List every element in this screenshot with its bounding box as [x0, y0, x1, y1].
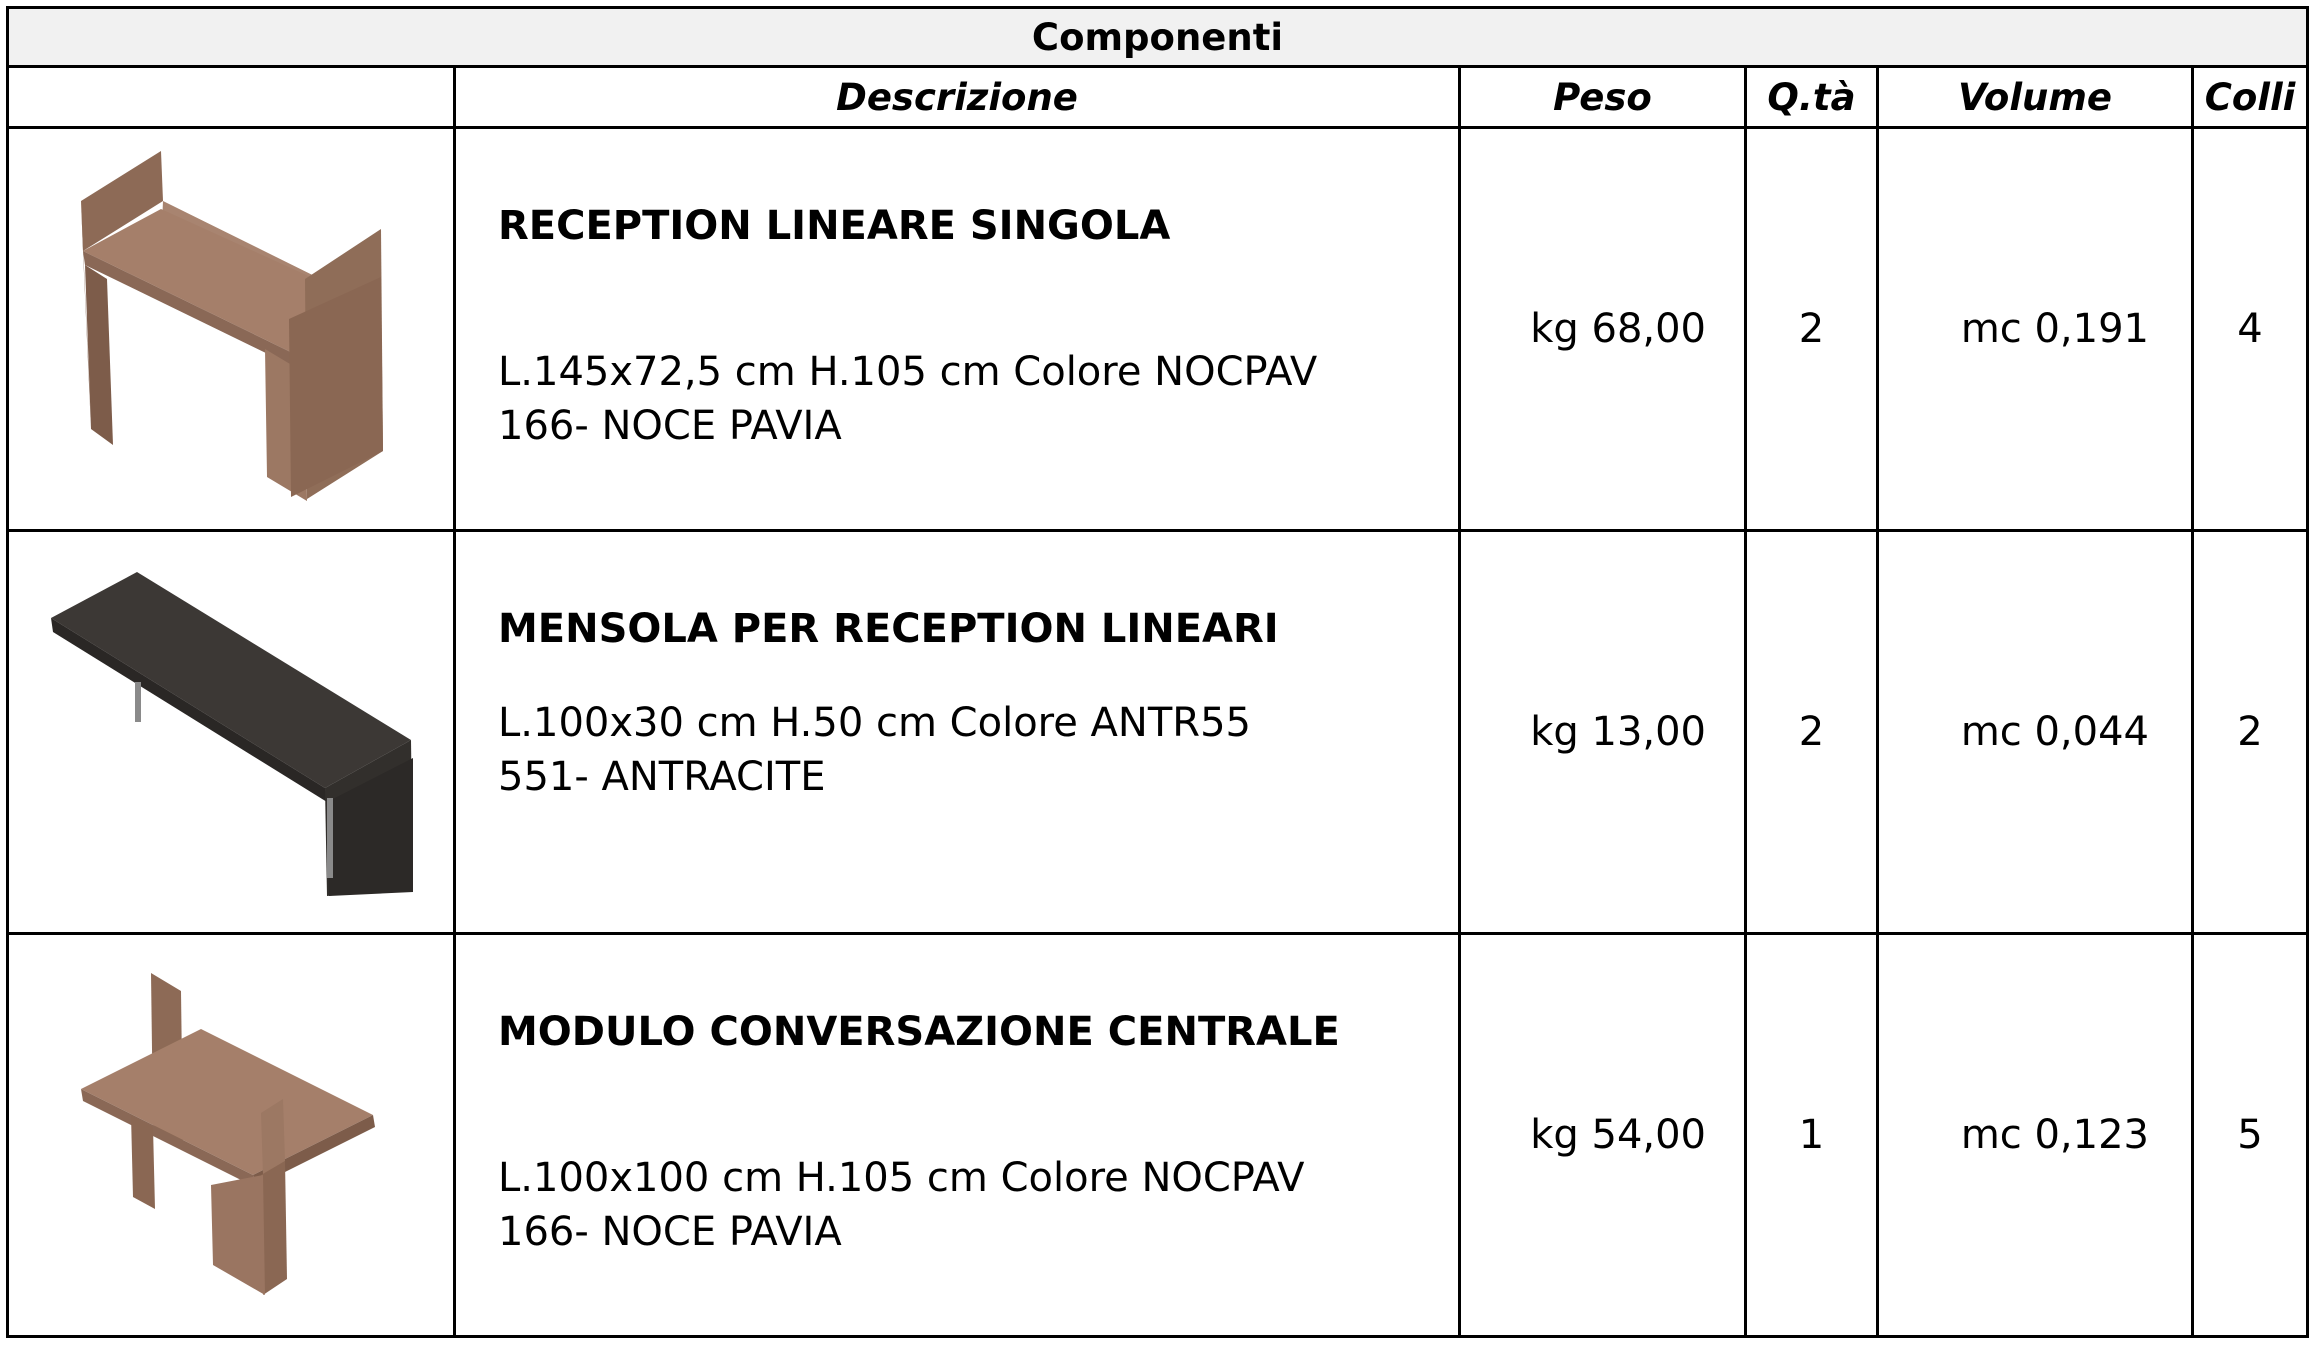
header-descrizione: Descrizione	[455, 67, 1460, 128]
reception-desk-icon	[51, 139, 411, 519]
product-packages: 5	[2193, 934, 2308, 1337]
product-weight: kg 68,00	[1460, 128, 1746, 531]
product-packages: 4	[2193, 128, 2308, 531]
product-spec-line1: L.100x30 cm H.50 cm Colore ANTR55	[498, 700, 1251, 746]
product-volume: mc 0,123	[1878, 934, 2193, 1337]
table-row	[8, 934, 2308, 1337]
table-header-row	[8, 67, 2308, 128]
product-spec-line1: L.100x100 cm H.105 cm Colore NOCPAV	[498, 1155, 1305, 1201]
product-spec-line2: 166- NOCE PAVIA	[498, 403, 842, 449]
product-packages: 2	[2193, 531, 2308, 934]
product-weight: kg 13,00	[1460, 531, 1746, 934]
product-volume: mc 0,044	[1878, 531, 2193, 934]
header-peso: Peso	[1460, 67, 1746, 128]
header-volume: Volume	[1878, 67, 2193, 128]
product-name: MODULO CONVERSAZIONE CENTRALE	[498, 1009, 1340, 1055]
header-image	[8, 67, 455, 128]
product-quantity: 1	[1746, 934, 1878, 1337]
product-name: RECEPTION LINEARE SINGOLA	[498, 203, 1171, 249]
product-spec-line2: 551- ANTRACITE	[498, 754, 826, 800]
components-table	[6, 6, 2309, 1338]
components-sheet	[6, 6, 2306, 1342]
table-title: Componenti	[8, 8, 2308, 67]
product-spec-line2: 166- NOCE PAVIA	[498, 1209, 842, 1255]
table-title-row	[8, 8, 2308, 67]
conversation-module-icon	[61, 965, 401, 1305]
table-row	[8, 128, 2308, 531]
product-image-cell	[8, 531, 455, 934]
product-volume: mc 0,191	[1878, 128, 2193, 531]
product-weight: kg 54,00	[1460, 934, 1746, 1337]
product-description-cell	[455, 128, 1460, 531]
table-row	[8, 531, 2308, 934]
product-image-cell	[8, 934, 455, 1337]
shelf-icon	[41, 562, 421, 902]
product-quantity: 2	[1746, 531, 1878, 934]
header-colli: Colli	[2193, 67, 2308, 128]
product-image-cell	[8, 128, 455, 531]
product-quantity: 2	[1746, 128, 1878, 531]
header-qta: Q.tà	[1746, 67, 1878, 128]
product-description-cell	[455, 934, 1460, 1337]
product-spec-line1: L.145x72,5 cm H.105 cm Colore NOCPAV	[498, 349, 1318, 395]
product-name: MENSOLA PER RECEPTION LINEARI	[498, 606, 1279, 652]
product-description-cell	[455, 531, 1460, 934]
